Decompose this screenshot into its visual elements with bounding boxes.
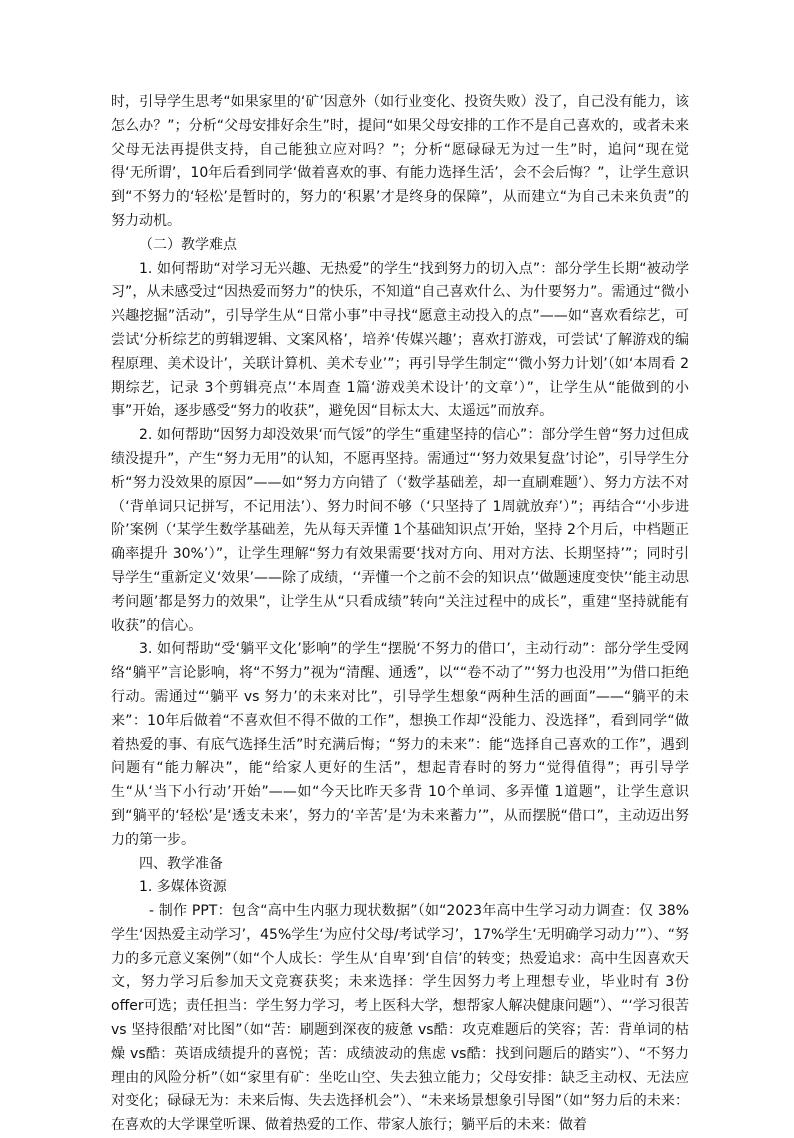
difficulty-item-1: 1. 如何帮助“对学习无兴趣、无热爱”的学生“找到努力的切入点”：部分学生长期“被动学习”，从未感受过“因热爱而努力”的快乐，不知道“自己喜欢什么、为什要努力”。需通过“微小兴趣挖掘”活动”，引导学生从“日常小事”中寻找“愿意主动投入的点”——如“喜欢看综艺，可尝试‘分析综艺的剪辑逻辑、文案风格’，培养‘传媒兴趣’；喜欢打游戏，可尝试‘了解游戏的编程原理、美术设计’，关联计算机、美术专业’”；再引导学生制定“‘微小努力计划’（如‘本周看 2期综艺，记录 3个剪辑亮点’‘本周查 1篇‘游戏美术设计’的文章’）”，让学生从“能做到的小事”开始，逐步感受“努力的收获”，避免因“目标太大、太遥远”而放弃。 [111, 260, 689, 420]
section-heading-teaching-preparation: 四、教学准备 [139, 855, 223, 872]
section-heading-teaching-difficulties: （二）教学难点 [139, 236, 237, 253]
difficulty-item-3: 3. 如何帮助“受‘躺平文化’影响”的学生“摆脱‘不努力的借口’，主动行动”：部分学生受网络“躺平”言论影响，将“不努力”视为“清醒、通透”，以““卷不动了”‘努力也没用’”为借口拒绝行动。需通过“‘躺平 vs 努力’的未来对比”，引导学生想象“两种生活的画面”——“躺平的未来”：10年后做着“不喜欢但不得不做的工作”，想换工作却“没能力、没选择”，看到同学“做着热爱的事、有底气选择生活”时充满后悔；“努力的未来”：能“选择自己喜欢的工作”，遇到问题有“能力解决”，能“给家人更好的生活”，想起青春时的努力“觉得值得”；再引导学生“从‘当下小行动’开始”——如“今天比昨天多背 10个单词、多弄懂 1道题”，让学生意识到“躺平的‘轻松’是‘透支未来’，努力的‘辛苦’是‘为未来蓄力’”，从而摆脱“借口”，主动迈出努力的第一步。 [111, 641, 689, 848]
paragraph-motivation-analysis: 时，引导学生思考“如果家里的‘矿’因意外（如行业变化、投资失败）没了，自己没有能力，该怎么办？”；分析“父母安排好余生”时，提问“如果父母安排的工作不是自己喜欢的，或者未来父母无法再提供支持，自己能独立应对吗？”；分析“愿碌碌无为过一生”时，追问“现在觉得‘无所谓’，10年后看到同学‘做着喜欢的事、有能力选择生活’，会不会后悔？”，让学生意识到“不努力的‘轻松’是暂时的，努力的‘积累’才是终身的保障”，从而建立“为自己未来负责”的努力动机。 [111, 94, 689, 229]
document-page [111, 91, 689, 1138]
subheading-multimedia-resources: 1. 多媒体资源 [139, 879, 227, 896]
ppt-preparation-item: - 制作 PPT：包含“高中生内驱力现状数据”（如“2023年高中生学习动力调查：仅 38%学生‘因热爱主动学习’，45%学生‘为应付父母/考试学习’，17%学生‘无明确学习动力’”）、“努力的多元意义案例”（如“个人成长：学生从‘自卑’到‘自信’的转变；热爱追求：高中生因喜欢天文，努力学习后参加天文竞赛获奖；未来选择：学生因努力考上理想专业，毕业时有 3份 offer可选；责任担当：学生努力学习，考上医科大学，想帮家人解决健康问题”）、“‘学习很苦 vs 坚持很酷’对比图”（如“苦：刷题到深夜的疲惫 vs酷：攻克难题后的笑容；苦：背单词的枯燥 vs酷：英语成绩提升的喜悦；苦：成绩波动的焦虑 vs酷：找到问题后的踏实”）、“不努力理由的风险分析”（如“家里有矿：坐吃山空、失去独立能力；父母安排：缺乏主动权、无法应对变化；碌碌无为：未来后悔、失去选择机会”）、“未来场景想象引导图”（如“努力后的未来：在喜欢的大学课堂听课、做着热爱的工作、带家人旅行；躺平后的未来：做着 [111, 903, 689, 1134]
difficulty-item-2: 2. 如何帮助“因努力却没效果‘而气馁”的学生“重建坚持的信心”：部分学生曾“努力过但成绩没提升”，产生“努力无用”的认知，不愿再坚持。需通过“‘努力效果复盘’讨论”，引导学生分析“努力没效果的原因”——如“努力方向错了（‘数学基础差，却一直刷难题’）、努力方法不对（‘背单词只记拼写，不记用法’）、努力时间不够（‘只坚持了 1周就放弃’）”；再结合“‘小步进阶’案例（‘某学生数学基础差，先从每天弄懂 1个基础知识点’开始，坚持 2个月后，中档题正确率提升 30%’）”，让学生理解“努力有效果需要‘找对方向、用对方法、长期坚持’”；同时引导学生“重新定义‘效果’——除了成绩，‘‘弄懂一个之前不会的知识点’‘做题速度变快’‘能主动思考问题’都是努力的效果”，让学生从“只看成绩”转向“关注过程中的成长”，重建“坚持就能有收获”的信心。 [111, 427, 689, 634]
